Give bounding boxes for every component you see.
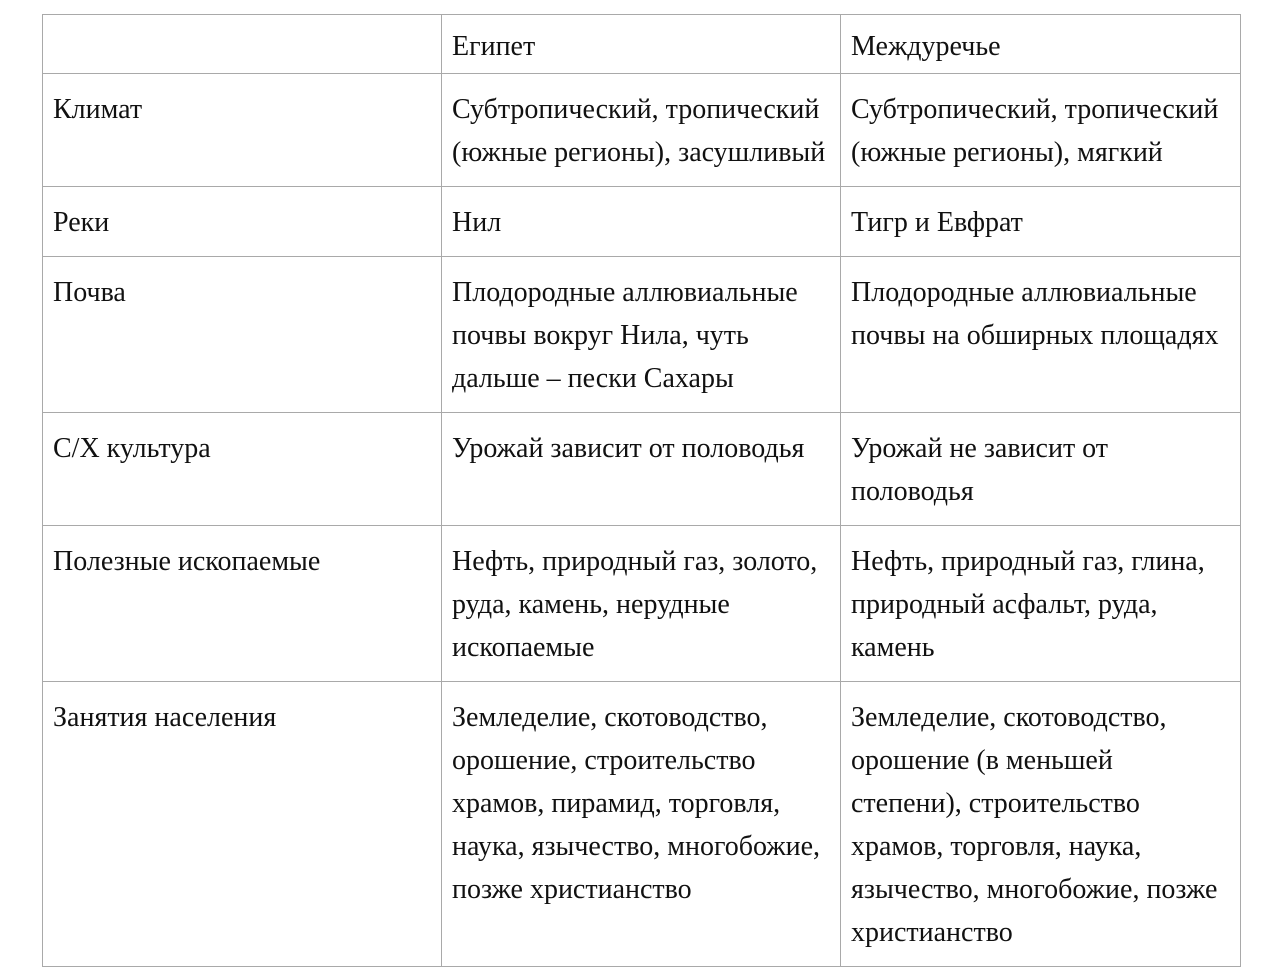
comparison-table-container — [42, 14, 1240, 967]
row-label-occupations: Занятия населения — [43, 682, 442, 967]
cell-mesopotamia-rivers: Тигр и Евфрат — [841, 187, 1241, 257]
table-header-row — [43, 15, 1241, 74]
table-row — [43, 257, 1241, 413]
cell-egypt-occupations: Земледелие, скотоводство, орошение, строительство храмов, пирамид, торговля, наука, язычество, многобожие, позже христианство — [442, 682, 841, 967]
header-mesopotamia: Междуречье — [841, 15, 1241, 74]
cell-mesopotamia-occupations: Земледелие, скотоводство, орошение (в меньшей степени), строительство храмов, торговля, наука, язычество, многобожие, позже христианство — [841, 682, 1241, 967]
cell-mesopotamia-minerals: Нефть, природный газ, глина, природный асфальт, руда, камень — [841, 526, 1241, 682]
row-label-agriculture: С/Х культура — [43, 413, 442, 526]
row-label-minerals: Полезные ископаемые — [43, 526, 442, 682]
table-row — [43, 526, 1241, 682]
row-label-soil: Почва — [43, 257, 442, 413]
row-label-climate: Климат — [43, 74, 442, 187]
table-row — [43, 74, 1241, 187]
table-row — [43, 187, 1241, 257]
cell-egypt-rivers: Нил — [442, 187, 841, 257]
cell-egypt-agriculture: Урожай зависит от половодья — [442, 413, 841, 526]
header-corner-cell — [43, 15, 442, 74]
cell-mesopotamia-agriculture: Урожай не зависит от половодья — [841, 413, 1241, 526]
cell-egypt-climate: Субтропический, тропический (южные регионы), засушливый — [442, 74, 841, 187]
cell-egypt-minerals: Нефть, природный газ, золото, руда, камень, нерудные ископаемые — [442, 526, 841, 682]
cell-mesopotamia-soil: Плодородные аллювиальные почвы на обширных площадях — [841, 257, 1241, 413]
comparison-table — [42, 14, 1241, 967]
table-row — [43, 413, 1241, 526]
header-egypt: Египет — [442, 15, 841, 74]
cell-mesopotamia-climate: Субтропический, тропический (южные регионы), мягкий — [841, 74, 1241, 187]
row-label-rivers: Реки — [43, 187, 442, 257]
table-row — [43, 682, 1241, 967]
cell-egypt-soil: Плодородные аллювиальные почвы вокруг Нила, чуть дальше – пески Сахары — [442, 257, 841, 413]
